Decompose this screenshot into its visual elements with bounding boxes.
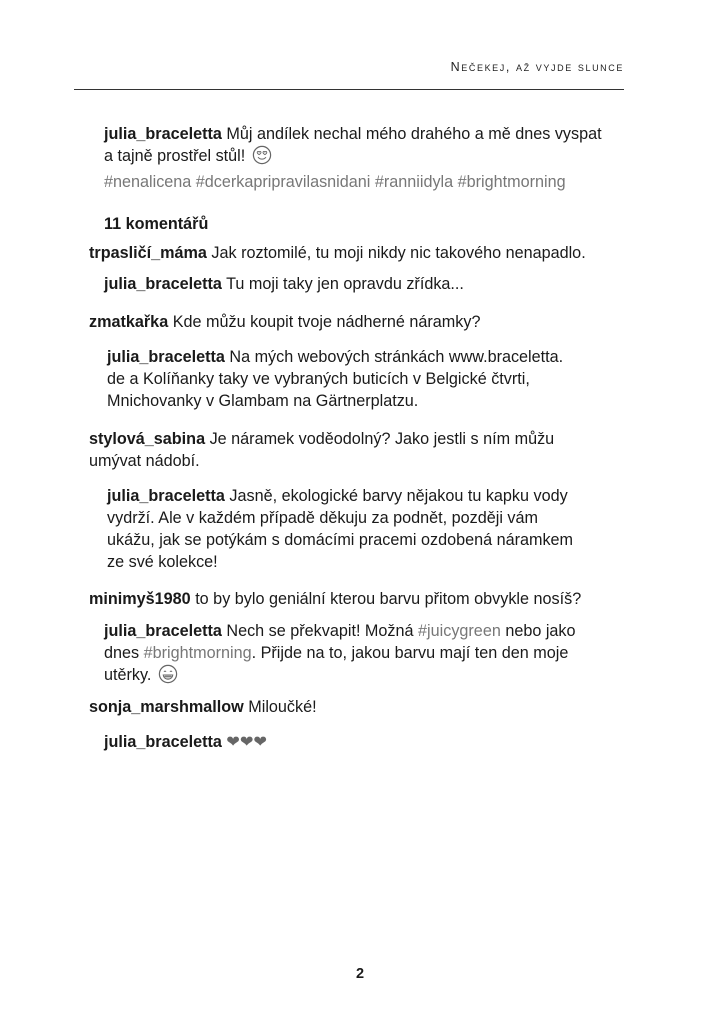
hashtag-link[interactable]: #brightmorning — [143, 644, 252, 662]
reply-text-line: Na mých webových stránkách www.braceletta. — [229, 348, 564, 366]
post-text-line2: a tajně prostřel stůl! — [104, 147, 246, 165]
comment-text: to by bylo geniální kterou barvu přitom obvykle nosíš? — [195, 590, 582, 608]
comment-text: Jak roztomilé, tu moji nikdy nic takového nenapadlo. — [211, 244, 586, 262]
reply-text: utěrky. — [104, 666, 152, 684]
heart-eyes-emoji-icon — [252, 145, 272, 171]
post-text-line1: Můj andílek nechal mého drahého a mě dnes vyspat — [226, 125, 602, 143]
reply-text-line: ukážu, jak se potýkám s domácími pracemi ozdobená náramkem — [107, 531, 574, 549]
comment — [89, 588, 624, 610]
comment-text-line: umývat nádobí. — [89, 452, 200, 470]
comment-text: Kde můžu koupit tvoje nádherné náramky? — [172, 313, 481, 331]
comment-username[interactable]: stylová_sabina — [89, 430, 206, 448]
comments-count[interactable]: 11 komentářů — [104, 215, 209, 233]
comment — [89, 696, 624, 718]
running-title: Nečekej, až vyjde slunce — [450, 60, 624, 74]
reply-text: Tu moji taky jen opravdu zřídka... — [226, 275, 464, 293]
reply — [104, 620, 624, 690]
hashtag-link[interactable]: #juicygreen — [418, 622, 501, 640]
reply — [107, 346, 624, 412]
comment — [89, 311, 624, 333]
reply-text-line: vydrží. Ale v každém případě děkuju za podnět, později vám — [107, 509, 539, 527]
reply-text-line: Mnichovanky v Glambam na Gärtnerplatzu. — [107, 392, 419, 410]
comment — [89, 242, 624, 264]
reply-text-line: Jasně, ekologické barvy nějakou tu kapku vody — [229, 487, 568, 505]
comment — [89, 428, 624, 472]
reply-text: dnes — [104, 644, 144, 662]
header-rule — [74, 89, 624, 90]
reply — [107, 485, 624, 573]
reply — [104, 731, 624, 753]
post-hashtags[interactable]: #nenalicena #dcerkapripravilasnidani #ranniidyla #brightmorning — [104, 173, 566, 191]
comment-username[interactable]: trpasličí_máma — [89, 244, 207, 262]
reply-text-line: ze své kolekce! — [107, 553, 218, 571]
comment-text: Miloučké! — [248, 698, 317, 716]
reply-text: Nech se překvapit! Možná — [226, 622, 419, 640]
hearts-icon: ❤❤❤ — [226, 733, 268, 751]
reply-text: . Přijde na to, jakou barvu mají ten den moje — [251, 644, 569, 662]
reply-username[interactable]: julia_braceletta — [104, 733, 222, 751]
reply-username[interactable]: julia_braceletta — [107, 348, 225, 366]
page-number: 2 — [355, 966, 365, 982]
grinning-emoji-icon — [158, 664, 178, 690]
post-username[interactable]: julia_braceletta — [104, 125, 222, 143]
comment-username[interactable]: minimyš1980 — [89, 590, 191, 608]
reply-text-line: de a Kolíňanky taky ve vybraných buticích v Belgické čtvrti, — [107, 370, 530, 388]
reply-text: nebo jako — [500, 622, 576, 640]
reply-username[interactable]: julia_braceletta — [104, 275, 222, 293]
reply-username[interactable]: julia_braceletta — [104, 622, 222, 640]
comment-username[interactable]: zmatkařka — [89, 313, 169, 331]
comment-text-line: Je náramek voděodolný? Jako jestli s ním můžu — [209, 430, 555, 448]
post — [104, 123, 624, 193]
comment-username[interactable]: sonja_marshmallow — [89, 698, 244, 716]
reply-username[interactable]: julia_braceletta — [107, 487, 225, 505]
reply — [104, 273, 624, 295]
